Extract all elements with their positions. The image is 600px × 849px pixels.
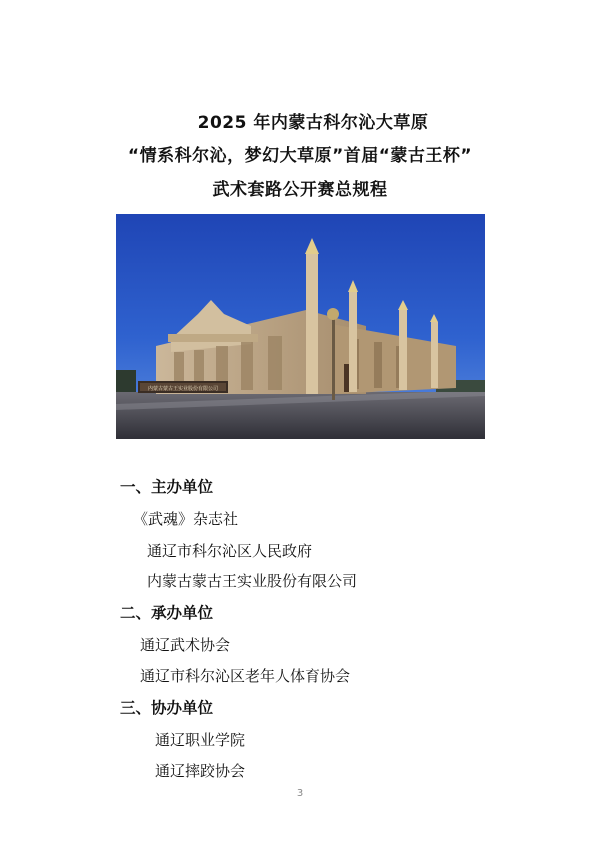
section-heading-co-organizer: 三、协办单位	[120, 699, 214, 717]
section-heading-organizer: 一、主办单位	[120, 478, 214, 496]
title-line-3: 武术套路公开赛总规程	[212, 180, 388, 200]
co-organizer-item: 通辽摔跤协会	[155, 762, 246, 780]
page-number: 3	[296, 788, 304, 799]
title-line-1: 2025 年内蒙古科尔沁大草原	[197, 113, 429, 133]
building-photo	[116, 214, 485, 439]
sign-board-text: 内蒙古蒙古王实业股份有限公司	[147, 386, 219, 392]
co-organizer-item: 通辽职业学院	[155, 731, 246, 749]
organizer-item: 内蒙古蒙古王实业股份有限公司	[147, 572, 358, 590]
organizer-item: 《武魂》杂志社	[133, 510, 239, 528]
host-item: 通辽武术协会	[140, 636, 231, 654]
organizer-item: 通辽市科尔沁区人民政府	[147, 542, 313, 560]
section-heading-host: 二、承办单位	[120, 604, 214, 622]
host-item: 通辽市科尔沁区老年人体育协会	[140, 667, 351, 685]
title-line-2: “情系科尔沁，梦幻大草原”首届“蒙古王杯”	[127, 146, 473, 166]
